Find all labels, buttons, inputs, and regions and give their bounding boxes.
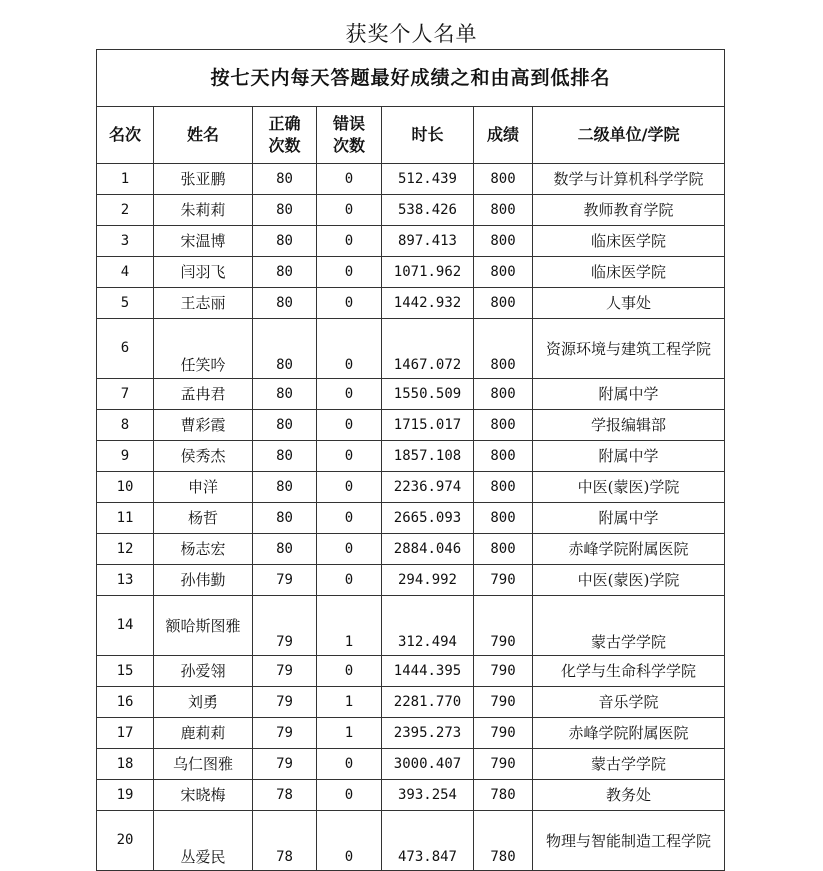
cell-unit: 附属中学 bbox=[533, 503, 725, 534]
table-row bbox=[97, 534, 725, 565]
cell-unit: 数学与计算机科学学院 bbox=[533, 164, 725, 195]
cell-rank: 17 bbox=[97, 718, 154, 749]
cell-score: 780 bbox=[474, 811, 533, 871]
cell-name: 申洋 bbox=[154, 472, 253, 503]
cell-name: 宋温博 bbox=[154, 226, 253, 257]
cell-name: 丛爱民 bbox=[154, 811, 253, 871]
cell-score: 800 bbox=[474, 257, 533, 288]
cell-correct: 78 bbox=[253, 780, 317, 811]
cell-rank: 15 bbox=[97, 656, 154, 687]
table-subtitle: 按七天内每天答题最好成绩之和由高到低排名 bbox=[97, 50, 725, 107]
cell-correct: 80 bbox=[253, 379, 317, 410]
cell-duration: 2395.273 bbox=[382, 718, 474, 749]
cell-duration: 897.413 bbox=[382, 226, 474, 257]
cell-unit: 附属中学 bbox=[533, 441, 725, 472]
header-score: 成绩 bbox=[474, 107, 533, 164]
header-unit: 二级单位/学院 bbox=[533, 107, 725, 164]
cell-score: 800 bbox=[474, 195, 533, 226]
cell-score: 790 bbox=[474, 718, 533, 749]
cell-duration: 1857.108 bbox=[382, 441, 474, 472]
cell-rank: 13 bbox=[97, 565, 154, 596]
cell-correct: 79 bbox=[253, 565, 317, 596]
cell-correct: 79 bbox=[253, 749, 317, 780]
cell-unit: 物理与智能制造工程学院 bbox=[533, 811, 725, 871]
cell-correct: 79 bbox=[253, 718, 317, 749]
header-wrong bbox=[317, 107, 382, 164]
cell-unit: 资源环境与建筑工程学院 bbox=[533, 319, 725, 379]
header-row bbox=[97, 107, 725, 164]
award-table-body bbox=[97, 50, 725, 871]
cell-rank: 1 bbox=[97, 164, 154, 195]
cell-duration: 1550.509 bbox=[382, 379, 474, 410]
cell-correct: 80 bbox=[253, 472, 317, 503]
cell-name: 额哈斯图雅 bbox=[154, 596, 253, 656]
cell-rank: 12 bbox=[97, 534, 154, 565]
table-row bbox=[97, 780, 725, 811]
table-row bbox=[97, 226, 725, 257]
subtitle-row bbox=[97, 50, 725, 107]
cell-duration: 1444.395 bbox=[382, 656, 474, 687]
cell-wrong: 0 bbox=[317, 288, 382, 319]
cell-wrong: 0 bbox=[317, 195, 382, 226]
cell-unit: 音乐学院 bbox=[533, 687, 725, 718]
table-row bbox=[97, 441, 725, 472]
cell-name: 孙爱翎 bbox=[154, 656, 253, 687]
cell-score: 800 bbox=[474, 410, 533, 441]
table-row bbox=[97, 410, 725, 441]
table-row bbox=[97, 596, 725, 656]
cell-score: 790 bbox=[474, 749, 533, 780]
cell-wrong: 0 bbox=[317, 749, 382, 780]
cell-unit: 教务处 bbox=[533, 780, 725, 811]
cell-correct: 80 bbox=[253, 288, 317, 319]
cell-duration: 2884.046 bbox=[382, 534, 474, 565]
cell-rank: 3 bbox=[97, 226, 154, 257]
header-correct-line1: 正确 bbox=[268, 114, 301, 133]
cell-unit: 学报编辑部 bbox=[533, 410, 725, 441]
cell-wrong: 0 bbox=[317, 534, 382, 565]
cell-wrong: 0 bbox=[317, 565, 382, 596]
cell-unit: 蒙古学学院 bbox=[533, 596, 725, 656]
cell-unit: 教师教育学院 bbox=[533, 195, 725, 226]
cell-score: 800 bbox=[474, 164, 533, 195]
cell-wrong: 0 bbox=[317, 503, 382, 534]
cell-name: 张亚鹏 bbox=[154, 164, 253, 195]
cell-wrong: 0 bbox=[317, 656, 382, 687]
cell-unit: 赤峰学院附属医院 bbox=[533, 718, 725, 749]
cell-rank: 8 bbox=[97, 410, 154, 441]
cell-score: 800 bbox=[474, 226, 533, 257]
cell-duration: 1715.017 bbox=[382, 410, 474, 441]
cell-unit: 化学与生命科学学院 bbox=[533, 656, 725, 687]
cell-name: 侯秀杰 bbox=[154, 441, 253, 472]
cell-duration: 294.992 bbox=[382, 565, 474, 596]
cell-score: 800 bbox=[474, 534, 533, 565]
table-row bbox=[97, 379, 725, 410]
table-row bbox=[97, 656, 725, 687]
cell-rank: 10 bbox=[97, 472, 154, 503]
cell-duration: 1467.072 bbox=[382, 319, 474, 379]
header-wrong-line1: 错误 bbox=[332, 114, 365, 133]
cell-score: 800 bbox=[474, 379, 533, 410]
cell-name: 曹彩霞 bbox=[154, 410, 253, 441]
cell-unit: 赤峰学院附属医院 bbox=[533, 534, 725, 565]
table-row bbox=[97, 472, 725, 503]
cell-name: 朱莉莉 bbox=[154, 195, 253, 226]
cell-rank: 14 bbox=[97, 596, 154, 656]
cell-name: 杨哲 bbox=[154, 503, 253, 534]
cell-score: 800 bbox=[474, 288, 533, 319]
cell-correct: 78 bbox=[253, 811, 317, 871]
cell-score: 800 bbox=[474, 319, 533, 379]
cell-name: 杨志宏 bbox=[154, 534, 253, 565]
header-correct-line2: 次数 bbox=[268, 136, 301, 155]
table-row bbox=[97, 319, 725, 379]
cell-score: 790 bbox=[474, 656, 533, 687]
header-duration: 时长 bbox=[382, 107, 474, 164]
cell-unit: 临床医学院 bbox=[533, 257, 725, 288]
cell-correct: 80 bbox=[253, 164, 317, 195]
cell-rank: 7 bbox=[97, 379, 154, 410]
cell-unit: 中医(蒙医)学院 bbox=[533, 565, 725, 596]
cell-correct: 80 bbox=[253, 534, 317, 565]
cell-duration: 2281.770 bbox=[382, 687, 474, 718]
cell-duration: 473.847 bbox=[382, 811, 474, 871]
cell-correct: 79 bbox=[253, 596, 317, 656]
cell-duration: 512.439 bbox=[382, 164, 474, 195]
cell-rank: 19 bbox=[97, 780, 154, 811]
cell-score: 800 bbox=[474, 472, 533, 503]
cell-wrong: 1 bbox=[317, 718, 382, 749]
header-name: 姓名 bbox=[154, 107, 253, 164]
cell-wrong: 0 bbox=[317, 441, 382, 472]
cell-score: 790 bbox=[474, 565, 533, 596]
cell-rank: 20 bbox=[97, 811, 154, 871]
cell-wrong: 0 bbox=[317, 257, 382, 288]
cell-rank: 5 bbox=[97, 288, 154, 319]
cell-correct: 79 bbox=[253, 687, 317, 718]
cell-wrong: 0 bbox=[317, 780, 382, 811]
cell-duration: 1071.962 bbox=[382, 257, 474, 288]
cell-score: 790 bbox=[474, 596, 533, 656]
cell-correct: 80 bbox=[253, 410, 317, 441]
cell-rank: 11 bbox=[97, 503, 154, 534]
cell-score: 790 bbox=[474, 687, 533, 718]
cell-rank: 16 bbox=[97, 687, 154, 718]
cell-rank: 9 bbox=[97, 441, 154, 472]
cell-wrong: 0 bbox=[317, 811, 382, 871]
table-row bbox=[97, 749, 725, 780]
header-correct bbox=[253, 107, 317, 164]
cell-unit: 蒙古学学院 bbox=[533, 749, 725, 780]
cell-wrong: 0 bbox=[317, 164, 382, 195]
award-table bbox=[96, 49, 725, 871]
cell-wrong: 0 bbox=[317, 472, 382, 503]
cell-unit: 中医(蒙医)学院 bbox=[533, 472, 725, 503]
cell-name: 王志丽 bbox=[154, 288, 253, 319]
cell-score: 780 bbox=[474, 780, 533, 811]
header-rank: 名次 bbox=[97, 107, 154, 164]
cell-correct: 80 bbox=[253, 257, 317, 288]
cell-correct: 79 bbox=[253, 656, 317, 687]
cell-name: 任笑吟 bbox=[154, 319, 253, 379]
cell-correct: 80 bbox=[253, 195, 317, 226]
table-row bbox=[97, 718, 725, 749]
cell-duration: 3000.407 bbox=[382, 749, 474, 780]
cell-rank: 4 bbox=[97, 257, 154, 288]
cell-rank: 6 bbox=[97, 319, 154, 379]
cell-wrong: 1 bbox=[317, 596, 382, 656]
page-title: 获奖个人名单 bbox=[345, 22, 478, 46]
cell-name: 孟冉君 bbox=[154, 379, 253, 410]
cell-duration: 2236.974 bbox=[382, 472, 474, 503]
cell-wrong: 0 bbox=[317, 319, 382, 379]
table-row bbox=[97, 503, 725, 534]
cell-name: 刘勇 bbox=[154, 687, 253, 718]
cell-score: 800 bbox=[474, 441, 533, 472]
cell-correct: 80 bbox=[253, 226, 317, 257]
cell-duration: 1442.932 bbox=[382, 288, 474, 319]
table-row bbox=[97, 257, 725, 288]
cell-duration: 393.254 bbox=[382, 780, 474, 811]
cell-wrong: 1 bbox=[317, 687, 382, 718]
cell-score: 800 bbox=[474, 503, 533, 534]
cell-duration: 2665.093 bbox=[382, 503, 474, 534]
table-row bbox=[97, 164, 725, 195]
cell-name: 宋晓梅 bbox=[154, 780, 253, 811]
table-row bbox=[97, 687, 725, 718]
cell-wrong: 0 bbox=[317, 226, 382, 257]
cell-name: 闫羽飞 bbox=[154, 257, 253, 288]
cell-name: 孙伟勤 bbox=[154, 565, 253, 596]
cell-correct: 80 bbox=[253, 319, 317, 379]
table-row bbox=[97, 811, 725, 871]
cell-correct: 80 bbox=[253, 441, 317, 472]
cell-name: 鹿莉莉 bbox=[154, 718, 253, 749]
cell-duration: 538.426 bbox=[382, 195, 474, 226]
table-row bbox=[97, 565, 725, 596]
cell-name: 乌仁图雅 bbox=[154, 749, 253, 780]
cell-correct: 80 bbox=[253, 503, 317, 534]
table-row bbox=[97, 288, 725, 319]
cell-unit: 人事处 bbox=[533, 288, 725, 319]
cell-wrong: 0 bbox=[317, 379, 382, 410]
cell-duration: 312.494 bbox=[382, 596, 474, 656]
table-row bbox=[97, 195, 725, 226]
cell-wrong: 0 bbox=[317, 410, 382, 441]
header-wrong-line2: 次数 bbox=[332, 136, 365, 155]
cell-rank: 2 bbox=[97, 195, 154, 226]
cell-unit: 临床医学院 bbox=[533, 226, 725, 257]
cell-unit: 附属中学 bbox=[533, 379, 725, 410]
cell-rank: 18 bbox=[97, 749, 154, 780]
